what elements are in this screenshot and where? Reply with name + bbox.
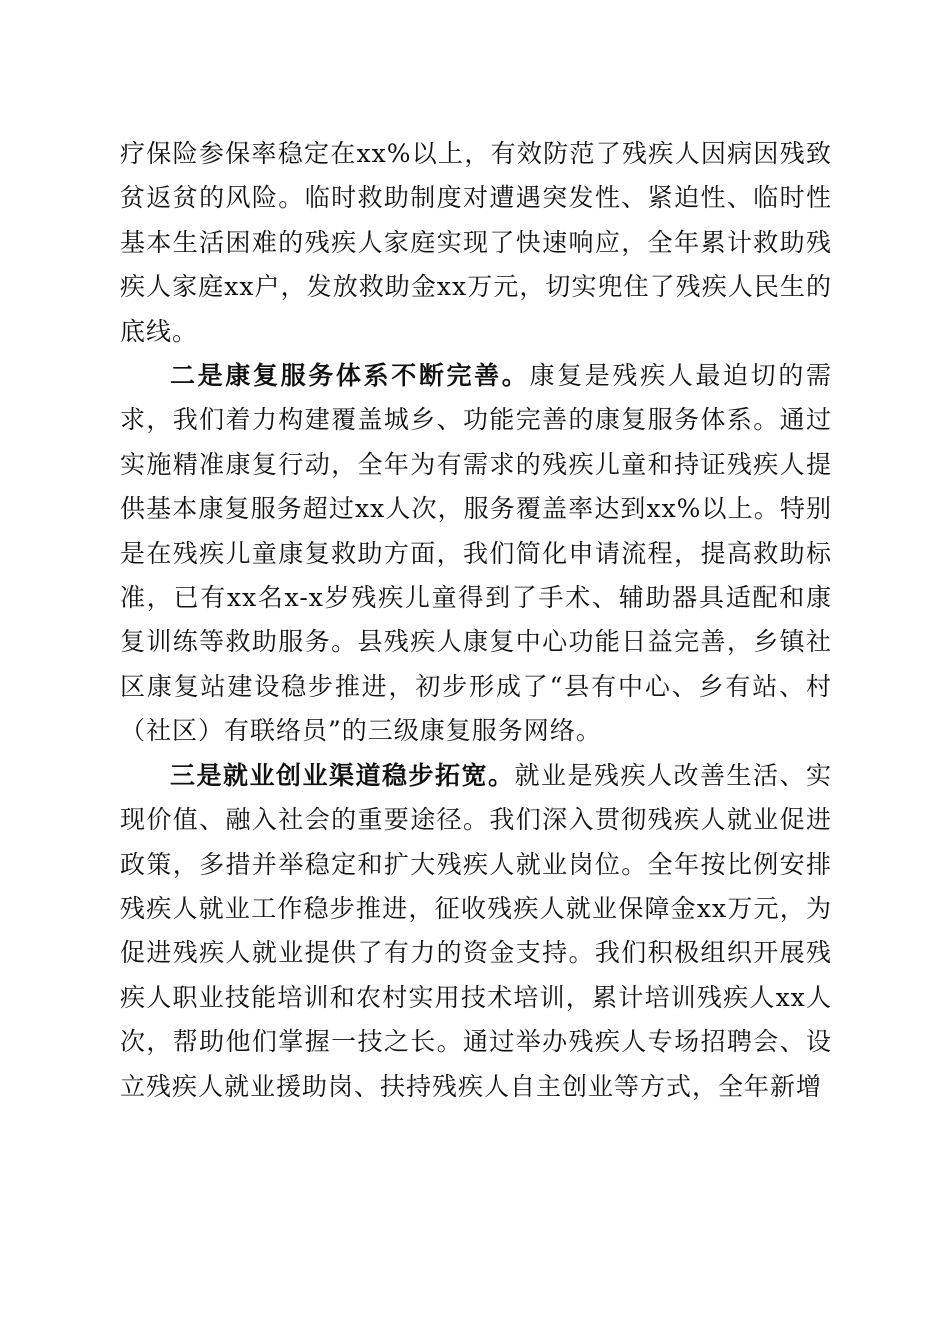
paragraph-text: 康复是残疾人最迫切的需求，我们着力构建覆盖城乡、功能完善的康复服务体系。通过实施精准康复行动，全年为有需求的残疾儿童和持证残疾人提供基本康复服务超过xx人次，服务覆盖率达到xx%以上。特别是在残疾儿童康复救助方面，我们简化申请流程，提高救助标准，已有xx名x-x岁残疾儿童得到了手术、辅助器具适配和康复训练等救助服务。县残疾人康复中心功能日益完善，乡镇社区康复站建设稳步推进，初步形成了“县有中心、乡有站、村（社区）有联络员”的三级康复服务网络。 bbox=[120, 361, 832, 746]
document-page bbox=[120, 132, 832, 1109]
paragraph-text: 就业是残疾人改善生活、实现价值、融入社会的重要途径。我们深入贯彻残疾人就业促进政策，多措并举稳定和扩大残疾人就业岗位。全年按比例安排残疾人就业工作稳步推进，征收残疾人就业保障金xx万元，为促进残疾人就业提供了有力的资金支持。我们积极组织开展残疾人职业技能培训和农村实用技术培训，累计培训残疾人xx人次，帮助他们掌握一技之长。通过举办残疾人专场招聘会、设立残疾人就业援助岗、扶持残疾人自主创业等方式，全年新增 bbox=[120, 760, 832, 1101]
paragraph-heading: 二是康复服务体系不断完善。 bbox=[170, 361, 530, 391]
paragraph-employment bbox=[120, 754, 832, 1109]
paragraph-continuation bbox=[120, 132, 832, 354]
paragraph-text: 疗保险参保率稳定在xx%以上，有效防范了残疾人因病因残致贫返贫的风险。临时救助制度对遭遇突发性、紧迫性、临时性基本生活困难的残疾人家庭实现了快速响应，全年累计救助残疾人家庭xx户，发放救助金xx万元，切实兜住了残疾人民生的底线。 bbox=[120, 139, 832, 346]
paragraph-heading: 三是就业创业渠道稳步拓宽。 bbox=[170, 760, 515, 790]
paragraph-rehabilitation bbox=[120, 354, 832, 754]
